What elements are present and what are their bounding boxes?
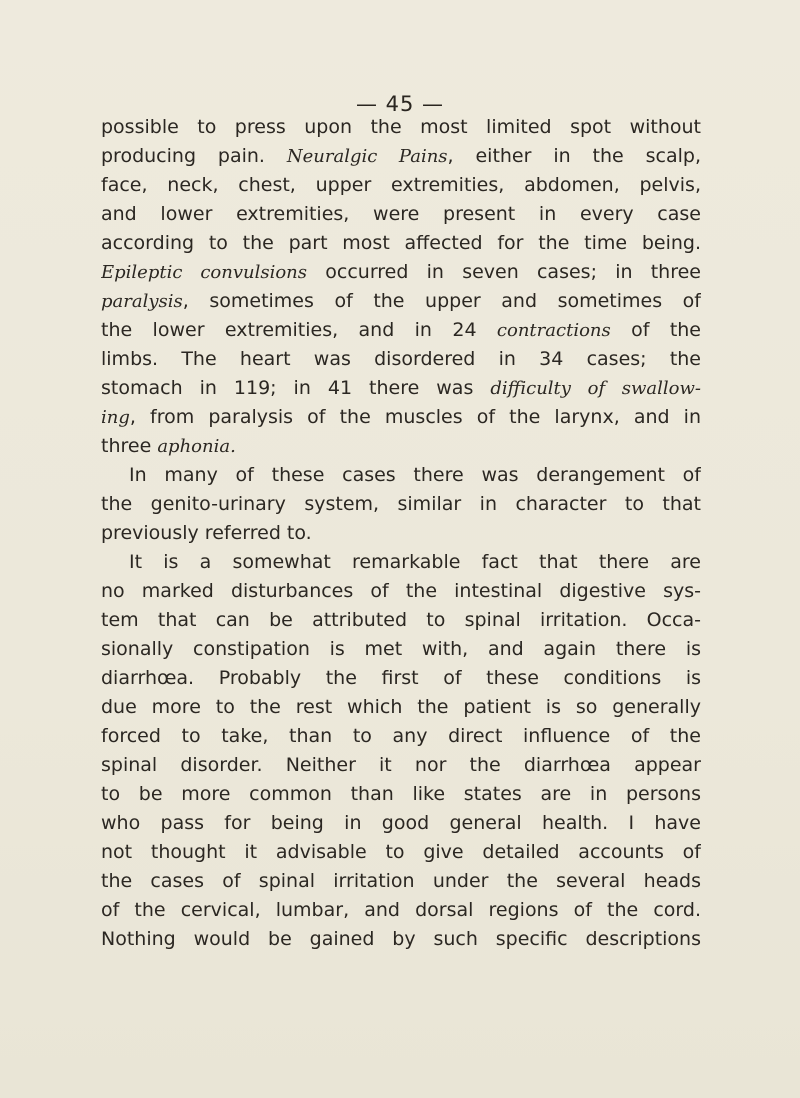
text-run: It is a somewhat remarkable fact that there are — [129, 551, 701, 573]
text-line — [101, 403, 701, 432]
text-run: limbs. The heart was disordered in 34 cases; the — [101, 348, 701, 370]
text-line — [101, 287, 701, 316]
text-line — [101, 635, 701, 664]
text-line — [101, 838, 701, 867]
text-run: and lower extremities, were present in every case — [101, 203, 701, 225]
text-line — [101, 722, 701, 751]
text-line — [101, 693, 701, 722]
text-line — [101, 751, 701, 780]
body-text — [101, 113, 701, 954]
text-run: diarrhœa. Probably the first of these conditions is — [101, 667, 701, 689]
text-run: In many of these cases there was derangement of — [129, 464, 701, 486]
text-line — [101, 229, 701, 258]
text-run: , sometimes of the upper and sometimes of — [182, 290, 701, 312]
text-run: of the cervical, lumbar, and dorsal regions of the cord. — [101, 899, 701, 921]
text-line — [101, 780, 701, 809]
text-run: tem that can be attributed to spinal irritation. Occa- — [101, 609, 701, 631]
text-line — [101, 519, 701, 548]
text-run: who pass for being in good general health. I have — [101, 812, 701, 834]
text-run: the lower extremities, and in 24 — [101, 319, 497, 341]
text-line — [101, 316, 701, 345]
text-line — [101, 896, 701, 925]
text-line — [101, 200, 701, 229]
italic-text: ing — [101, 407, 130, 428]
italic-text: contractions — [496, 320, 611, 341]
text-line — [101, 577, 701, 606]
text-line — [101, 606, 701, 635]
text-line — [101, 867, 701, 896]
text-run: Nothing would be gained by such specific descriptions — [101, 928, 701, 950]
text-line — [101, 548, 701, 577]
text-line — [101, 664, 701, 693]
text-run: , from paralysis of the muscles of the larynx, and in — [129, 406, 701, 428]
text-run: of the — [610, 319, 701, 341]
text-run: stomach in 119; in 41 there was — [101, 377, 491, 399]
italic-text: paralysis — [101, 291, 183, 312]
text-run: producing pain. — [101, 145, 287, 167]
text-line — [101, 809, 701, 838]
text-run: spinal disorder. Neither it nor the diarrhœa appear — [101, 754, 701, 776]
italic-text: difficulty of swallow- — [490, 378, 701, 399]
text-line — [101, 258, 701, 287]
page-number: — 45 — — [355, 92, 445, 116]
text-run: previously referred to. — [101, 522, 312, 544]
text-line — [101, 113, 701, 142]
text-line — [101, 142, 701, 171]
text-run: three — [101, 435, 158, 457]
text-line — [101, 925, 701, 954]
text-run: according to the part most affected for the time being. — [101, 232, 701, 254]
text-run: the cases of spinal irritation under the several heads — [101, 870, 701, 892]
text-run: occurred in seven cases; in three — [307, 261, 701, 283]
text-run: the genito-urinary system, similar in character to that — [101, 493, 701, 515]
text-run: no marked disturbances of the intestinal digestive sys- — [101, 580, 701, 602]
text-run: , either in the scalp, — [447, 145, 701, 167]
text-line — [101, 490, 701, 519]
text-run: sionally constipation is met with, and again there is — [101, 638, 701, 660]
text-line — [101, 345, 701, 374]
italic-text: Neuralgic Pains — [286, 146, 448, 167]
text-line — [101, 432, 701, 461]
italic-text: Epileptic convulsions — [101, 262, 308, 283]
text-line — [101, 461, 701, 490]
text-run: not thought it advisable to give detailed accounts of — [101, 841, 701, 863]
text-run: forced to take, than to any direct influence of the — [101, 725, 701, 747]
italic-text: aphonia. — [157, 436, 236, 457]
text-run: due more to the rest which the patient is so generally — [101, 696, 701, 718]
text-run: possible to press upon the most limited spot without — [101, 116, 701, 138]
text-run: to be more common than like states are in persons — [101, 783, 701, 805]
text-line — [101, 374, 701, 403]
text-line — [101, 171, 701, 200]
text-run: face, neck, chest, upper extremities, abdomen, pelvis, — [101, 174, 701, 196]
